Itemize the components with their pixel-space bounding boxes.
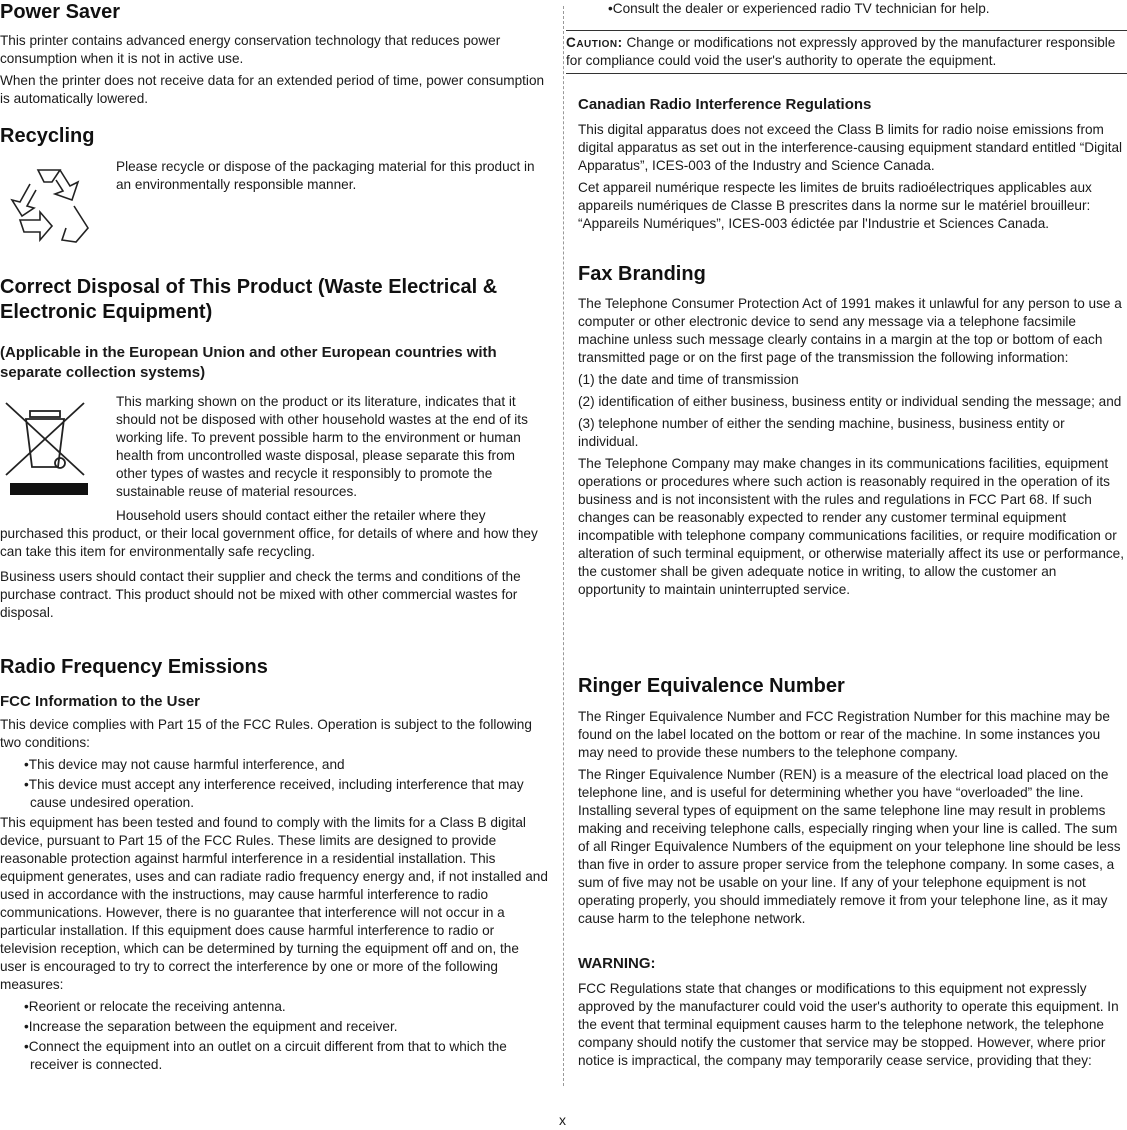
rf-p2: This equipment has been tested and found to comply with the limits for a Class B digital device, pursuant to Part 15 of the FCC Rules. These limits are designed to provide reasonable protection against harmful interference in a residential installation. This equipment generates, uses and can radiate radio frequency energy and, if not installed and used in accordance with the instructions, may cause harmful interference to radio communications. However, there is no guarantee that interference will not occur in a particular installation. If this equipment does cause harmful interference to radio or television reception, which can be determined by turning the equipment off and on, the user is encouraged to try to correct the interference by one or more of the following measures:: [0, 815, 548, 992]
crossed-bin-icon: [0, 397, 92, 504]
recycling-p1: Please recycle or dispose of the packaging material for this product in an environmentally responsible manner.: [116, 159, 535, 192]
warning-title: WARNING:: [578, 955, 656, 972]
rf-measure-2: •Increase the separation between the equipment and receiver.: [24, 1019, 398, 1034]
page-number: x: [559, 1112, 566, 1128]
power-saver-section: [0, 0, 548, 112]
weee-p1: This marking shown on the product or its literature, indicates that it should not be disposed with other household wastes at the end of its working life. To prevent possible harm to the environment or human health from uncontrolled waste disposal, please separate this from other types of wastes and recycle it responsibly to promote the sustainable reuse of material resources.: [116, 394, 528, 499]
fax-title: Fax Branding: [578, 263, 706, 285]
fax-section: [578, 262, 1126, 603]
weee-title: Correct Disposal of This Product (Waste Electrical & Electronic Equipment): [0, 276, 498, 323]
fax-item-3: (3) telephone number of either the sending machine, business, business entity or individual.: [578, 416, 1065, 449]
rf-measure-1: •Reorient or relocate the receiving antenna.: [24, 999, 286, 1014]
caution-box: [566, 30, 1127, 74]
rf-p1: This device complies with Part 15 of the FCC Rules. Operation is subject to the following two conditions:: [0, 717, 532, 750]
fax-item-2: (2) identification of either business, business entity or individual sending the message; and: [578, 394, 1122, 409]
canada-p1: This digital apparatus does not exceed the Class B limits for radio noise emissions from digital apparatus as set out in the interference-causing equipment standard entitled “Digital Apparatus”, ICES-003 of the Industry and Science Canada.: [578, 122, 1123, 173]
warning-p1: FCC Regulations state that changes or modifications to this equipment not expressly approved by the manufacturer could void the user's authority to operate this equipment. In the event that terminal equipment causes harm to the telephone network, the telephone company should notify the customer that service may be stopped. However, where prior notice is impractical, the company may temporarily cease service, providing that they:: [578, 981, 1119, 1068]
rf-title: Radio Frequency Emissions: [0, 656, 268, 678]
power-saver-title: Power Saver: [0, 1, 121, 23]
power-saver-p1: This printer contains advanced energy conservation technology that reduces power consumption when it is not in active use.: [0, 33, 501, 66]
canada-title: Canadian Radio Interference Regulations: [578, 96, 872, 113]
weee-subtitle: (Applicable in the European Union and other European countries with separate collection systems): [0, 344, 497, 381]
weee-p3: Business users should contact their supplier and check the terms and conditions of the purchase contract. This product should not be mixed with other commercial wastes for disposal.: [0, 569, 521, 620]
caution-text: Change or modifications not expressly approved by the manufacturer responsible for compliance could void the user's authority to operate the equipment.: [566, 35, 1116, 68]
rf-bullet-1: •This device may not cause harmful interference, and: [24, 757, 345, 772]
ren-p1: The Ringer Equivalence Number and FCC Registration Number for this machine may be found on the label located on the bottom or rear of the machine. In some instances you may need to provide these numbers to the telephone company.: [578, 709, 1110, 760]
rf-subtitle: FCC Information to the User: [0, 693, 201, 710]
rf-measure-4: •Consult the dealer or experienced radio TV technician for help.: [608, 1, 990, 16]
weee-section: [0, 275, 548, 620]
canada-section: [578, 95, 1126, 237]
canada-p2: Cet appareil numérique respecte les limites de bruits radioélectriques applicables aux appareils numériques de Classe B prescrites dans la norme sur le matériel brouilleur: “Appareils Numériques”, ICES-003 édictée par l'Industrie et Sciences Canada.: [578, 180, 1092, 231]
recycling-section: [0, 124, 548, 192]
rf-measure-3: •Connect the equipment into an outlet on a circuit different from that to which the receiver is connected.: [24, 1039, 507, 1072]
weee-p2a: Household users should contact either the retailer where they: [116, 508, 486, 523]
column-divider: [563, 6, 564, 1086]
ren-title: Ringer Equivalence Number: [578, 675, 845, 697]
warning-section: [578, 954, 1126, 1074]
recycling-title: Recycling: [0, 125, 95, 147]
weee-p2b: purchased this product, or their local government office, for details of where and how they can take this item for environmentally safe recycling.: [0, 526, 538, 559]
rf-section: [0, 655, 548, 1076]
recycle-icon: [0, 160, 100, 255]
caution-label: Caution:: [566, 35, 623, 50]
rf-bullet-2: •This device must accept any interference received, including interference that may cause undesired operation.: [24, 777, 524, 810]
fax-item-1: (1) the date and time of transmission: [578, 372, 799, 387]
fax-p1: The Telephone Consumer Protection Act of 1991 makes it unlawful for any person to use a computer or other electronic device to send any message via a telephone facsimile machine unless such message clearly contains in a margin at the top or bottom of each transmitted page or on the first page of the transmission the following information:: [578, 296, 1122, 365]
ren-section: [578, 674, 1126, 932]
power-saver-p2: When the printer does not receive data for an extended period of time, power consumption is automatically lowered.: [0, 73, 545, 106]
fax-p2: The Telephone Company may make changes in its communications facilities, equipment operations or procedures where such action is reasonably required in the operation of its business and is not inconsistent with the rules and regulations in FCC Part 68. If such changes can be reasonably expected to render any customer terminal equipment incompatible with telephone company communications facilities, or require modification or alteration of such terminal equipment, or otherwise materially affect its use or performance, the customer shall be given adequate notice in writing, to allow the customer an opportunity to maintain uninterrupted service.: [578, 456, 1125, 597]
ren-p2: The Ringer Equivalence Number (REN) is a measure of the electrical load placed on the telephone line, and is useful for determining whether you have “overloaded” the line. Installing several types of equipment on the same telephone line may result in problems making and receiving telephone calls, especially ringing when your line is called. The sum of all Ringer Equivalence Numbers of the equipment on your telephone line should be less than five in order to assure proper service from the telephone company. In some cases, a sum of five may not be usable on your line. If any of your telephone equipment is not operating properly, you should immediately remove it from your telephone line, as it may cause harm to the telephone network.: [578, 767, 1121, 926]
